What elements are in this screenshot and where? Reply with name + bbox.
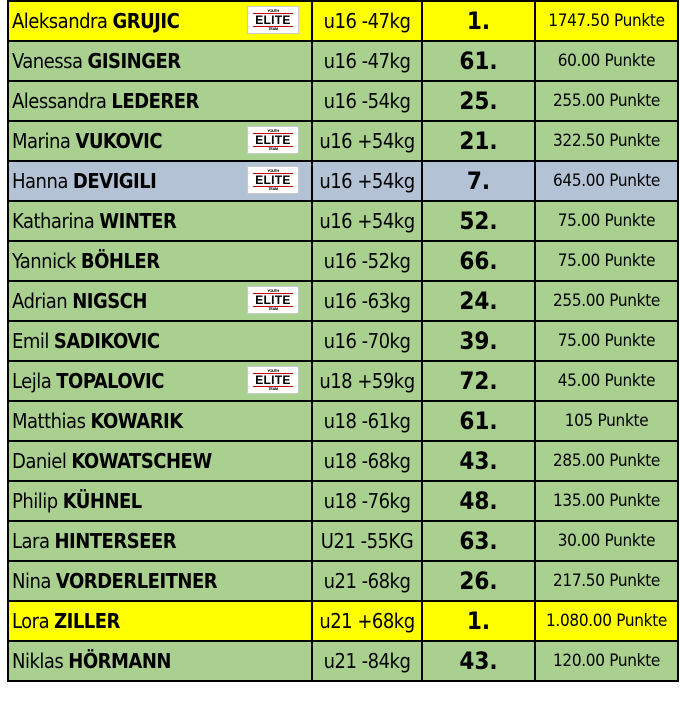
- youth-elite-team-logo: [247, 166, 299, 194]
- athlete-name-cell: [8, 321, 312, 361]
- ranking-points: 285.00 Punkte: [535, 441, 678, 481]
- athlete-name-cell: [8, 1, 312, 41]
- athlete-first-name: Daniel: [12, 449, 67, 473]
- ranking-position: 26.: [422, 561, 535, 601]
- athlete-first-name: Emil: [12, 329, 49, 353]
- weight-category: u18 -61kg: [312, 401, 422, 441]
- ranking-position: 21.: [422, 121, 535, 161]
- ranking-points: 255.00 Punkte: [535, 81, 678, 121]
- weight-category: u18 +59kg: [312, 361, 422, 401]
- athlete-first-name: Vanessa: [12, 49, 83, 73]
- athlete-row: [8, 121, 678, 161]
- logo-line-youth: YOUTH: [267, 128, 279, 133]
- athlete-name-cell: [8, 241, 312, 281]
- athlete-last-name: NIGSCH: [72, 289, 147, 313]
- athlete-first-name: Alessandra: [12, 89, 107, 113]
- athlete-name-cell: [8, 361, 312, 401]
- weight-category: u16 -52kg: [312, 241, 422, 281]
- ranking-points: 120.00 Punkte: [535, 641, 678, 681]
- ranking-position: 72.: [422, 361, 535, 401]
- logo-line-youth: YOUTH: [267, 288, 279, 293]
- athlete-first-name: Lora: [12, 609, 50, 633]
- athlete-first-name: Katharina: [12, 209, 95, 233]
- athlete-row: [8, 561, 678, 601]
- ranking-points: 45.00 Punkte: [535, 361, 678, 401]
- athlete-last-name: ZILLER: [54, 609, 120, 633]
- logo-line-elite: ELITE: [255, 173, 291, 187]
- athlete-last-name: HÖRMANN: [68, 649, 171, 673]
- youth-elite-team-logo: [247, 126, 299, 154]
- athlete-name-cell: [8, 41, 312, 81]
- weight-category: u16 -63kg: [312, 281, 422, 321]
- logo-line-team: TEAM: [268, 146, 278, 151]
- athlete-row: [8, 481, 678, 521]
- athlete-name-cell: [8, 601, 312, 641]
- athlete-name-cell: [8, 281, 312, 321]
- athlete-first-name: Yannick: [12, 249, 76, 273]
- logo-line-team: TEAM: [268, 306, 278, 311]
- ranking-points: 255.00 Punkte: [535, 281, 678, 321]
- ranking-position: 61.: [422, 41, 535, 81]
- athlete-name-cell: [8, 121, 312, 161]
- youth-elite-team-logo: [247, 366, 299, 394]
- ranking-position: 7.: [422, 161, 535, 201]
- ranking-position: 52.: [422, 201, 535, 241]
- athlete-last-name: GISINGER: [87, 49, 181, 73]
- athlete-name-cell: [8, 521, 312, 561]
- athlete-name-cell: [8, 641, 312, 681]
- weight-category: u21 +68kg: [312, 601, 422, 641]
- athlete-row: [8, 1, 678, 41]
- athlete-name-cell: [8, 441, 312, 481]
- athlete-row: [8, 81, 678, 121]
- athlete-first-name: Adrian: [12, 289, 68, 313]
- athlete-row: [8, 521, 678, 561]
- athlete-last-name: KÜHNEL: [62, 489, 142, 513]
- logo-line-youth: YOUTH: [267, 8, 279, 13]
- ranking-position: 66.: [422, 241, 535, 281]
- athlete-first-name: Philip: [12, 489, 58, 513]
- athlete-last-name: SADIKOVIC: [53, 329, 160, 353]
- athlete-row: [8, 41, 678, 81]
- athlete-row: [8, 641, 678, 681]
- athlete-name-cell: [8, 481, 312, 521]
- ranking-position: 48.: [422, 481, 535, 521]
- ranking-points: 217.50 Punkte: [535, 561, 678, 601]
- logo-line-elite: ELITE: [255, 293, 291, 307]
- youth-elite-team-logo: [247, 286, 299, 314]
- youth-elite-team-logo: [247, 6, 299, 34]
- athlete-first-name: Hanna: [12, 169, 68, 193]
- ranking-points: 75.00 Punkte: [535, 201, 678, 241]
- ranking-points: 1.080.00 Punkte: [535, 601, 678, 641]
- athlete-first-name: Niklas: [12, 649, 64, 673]
- ranking-position: 25.: [422, 81, 535, 121]
- ranking-points: 645.00 Punkte: [535, 161, 678, 201]
- logo-line-team: TEAM: [268, 26, 278, 31]
- ranking-rows: [8, 1, 678, 681]
- athlete-name-cell: [8, 81, 312, 121]
- athlete-last-name: DEVIGILI: [72, 169, 157, 193]
- athlete-last-name: VORDERLEITNER: [55, 569, 218, 593]
- ranking-position: 61.: [422, 401, 535, 441]
- weight-category: u16 -47kg: [312, 1, 422, 41]
- weight-category: u16 -47kg: [312, 41, 422, 81]
- weight-category: U21 -55KG: [312, 521, 422, 561]
- ranking-position: 43.: [422, 641, 535, 681]
- weight-category: u16 -70kg: [312, 321, 422, 361]
- athlete-row: [8, 401, 678, 441]
- weight-category: u18 -76kg: [312, 481, 422, 521]
- athlete-row: [8, 441, 678, 481]
- ranking-position: 63.: [422, 521, 535, 561]
- athlete-first-name: Matthias: [12, 409, 86, 433]
- ranking-points: 322.50 Punkte: [535, 121, 678, 161]
- athlete-first-name: Lara: [12, 529, 50, 553]
- athlete-row: [8, 281, 678, 321]
- logo-line-elite: ELITE: [255, 373, 291, 387]
- weight-category: u16 +54kg: [312, 201, 422, 241]
- athlete-first-name: Marina: [12, 129, 71, 153]
- ranking-points: 135.00 Punkte: [535, 481, 678, 521]
- weight-category: u16 +54kg: [312, 161, 422, 201]
- athlete-name-cell: [8, 161, 312, 201]
- ranking-points: 105 Punkte: [535, 401, 678, 441]
- athlete-row: [8, 361, 678, 401]
- ranking-position: 39.: [422, 321, 535, 361]
- athlete-last-name: TOPALOVIC: [56, 369, 164, 393]
- ranking-points: 60.00 Punkte: [535, 41, 678, 81]
- logo-line-elite: ELITE: [255, 13, 291, 27]
- athlete-first-name: Aleksandra: [12, 9, 108, 33]
- athlete-last-name: GRUJIC: [112, 9, 180, 33]
- ranking-points: 1747.50 Punkte: [535, 1, 678, 41]
- athlete-last-name: WINTER: [99, 209, 177, 233]
- ranking-position: 43.: [422, 441, 535, 481]
- athlete-last-name: BÖHLER: [80, 249, 160, 273]
- weight-category: u21 -68kg: [312, 561, 422, 601]
- ranking-position: 24.: [422, 281, 535, 321]
- athlete-row: [8, 241, 678, 281]
- athlete-name-cell: [8, 201, 312, 241]
- logo-line-youth: YOUTH: [267, 368, 279, 373]
- weight-category: u21 -84kg: [312, 641, 422, 681]
- athlete-first-name: Nina: [12, 569, 51, 593]
- athlete-first-name: Lejla: [12, 369, 52, 393]
- ranking-table: [7, 0, 679, 682]
- ranking-position: 1.: [422, 601, 535, 641]
- athlete-last-name: HINTERSEER: [54, 529, 177, 553]
- athlete-row: [8, 201, 678, 241]
- athlete-last-name: KOWARIK: [90, 409, 183, 433]
- athlete-last-name: KOWATSCHEW: [71, 449, 212, 473]
- weight-category: u16 -54kg: [312, 81, 422, 121]
- logo-line-team: TEAM: [268, 186, 278, 191]
- ranking-points: 75.00 Punkte: [535, 241, 678, 281]
- logo-line-team: TEAM: [268, 386, 278, 391]
- logo-line-youth: YOUTH: [267, 168, 279, 173]
- logo-line-elite: ELITE: [255, 133, 291, 147]
- weight-category: u16 +54kg: [312, 121, 422, 161]
- athlete-name-cell: [8, 561, 312, 601]
- athlete-last-name: LEDERER: [111, 89, 199, 113]
- athlete-row: [8, 161, 678, 201]
- athlete-row: [8, 321, 678, 361]
- ranking-position: 1.: [422, 1, 535, 41]
- ranking-points: 30.00 Punkte: [535, 521, 678, 561]
- athlete-last-name: VUKOVIC: [75, 129, 163, 153]
- athlete-row: [8, 601, 678, 641]
- ranking-points: 75.00 Punkte: [535, 321, 678, 361]
- athlete-name-cell: [8, 401, 312, 441]
- weight-category: u18 -68kg: [312, 441, 422, 481]
